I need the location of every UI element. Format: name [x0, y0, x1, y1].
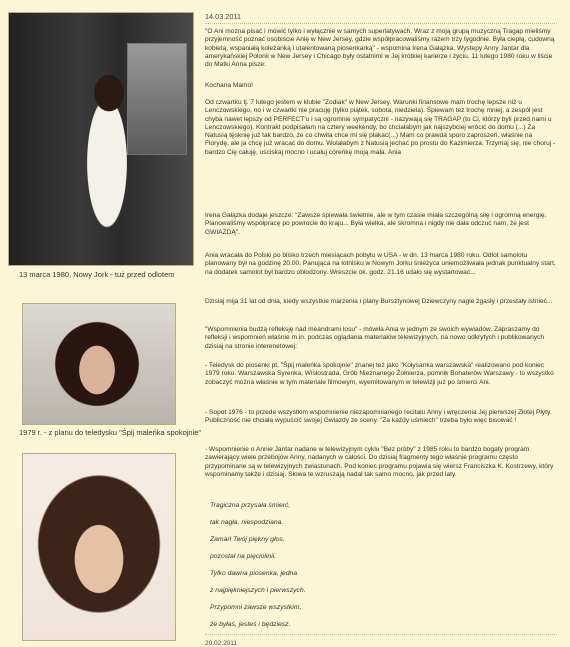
- divider: [205, 634, 557, 635]
- paragraph: Ania wracała do Polski po blisko trzech miesiącach pobytu w USA - w dn. 13 marca 1980 roku. Odlot samolotu planowany był na godzinę 20.00. Panująca na lotnisku w Nowym Jorku śnieżyca uniemożliwiała jednak punktualny start, na dodatek samolot był bardzo oblodzony. Wreszcie ok. godz. 21.16 udało się wystartować...: [205, 252, 556, 276]
- divider: [205, 23, 557, 24]
- paragraph: - Teledysk do piosenki pt. "Śpij maleńka spokojnie" znanej też jako "Kołysanka warszawska" realizowano pod koniec 1979 roku. Warszawska Syrenka, Wisłostrada, Grób Nieznanego Żołnierza, pomnik Bohaterów Warszawy - to wszystko zobaczyć można właśnie w tym materiale filmowym, wyemitowanym w telewizji już po śmierci Ani.: [205, 362, 554, 386]
- caption-airport: 13 marca 1980, Nowy Jork - tuż przed odlotem: [19, 270, 175, 279]
- poem-line: Zamarł Twój piękny głos,: [210, 536, 285, 543]
- poem-line: że byłaś, jesteś i będziesz.: [210, 621, 291, 628]
- paragraph: - Wspomnienie o Annie Jantar nadane w telewizyjnym cyklu "Bez próby" z 1985 roku to bardzo bogaty program zawierający wiele przebojów Anny, nadanych w całości. Do dzisiaj fragmenty tego właśnie programu często przypominane są w telewizyjnych zwiastunach. Pod koniec programu pojawia się wiersz Franciszka K. Kostrzewy, który wspominamy także i dzisiaj. Słowa te wzruszają nadal tak samo mocno, jak przed laty.: [205, 446, 554, 478]
- paragraph: - Sopot 1976 - to przede wszystkim wspomnienie niezapomnianego recitalu Anny i wręczenia Jej pierwszej Złotej Płyty. Publiczność nie chciała wypuścić swojej Gwiazdy ze sceny. "Za każdy uśmiech" trzeba było więc bisować !: [205, 409, 552, 425]
- paragraph: Dzisiaj mija 31 lat od dnia, kiedy wszystkie marzenia i plany Bursztynowej Dziewczyny nagle zgasły i przestały istnieć...: [205, 298, 553, 305]
- poem-line: z najpiękniejszych i pierwszych.: [210, 587, 306, 594]
- poem-line: Przypomni zawsze wszystkim,: [210, 604, 302, 611]
- paragraph: Irena Gałązka dodaje jeszcze: "Zawsze śpiewała świetnie, ale w tym czasie miała szczególną siłę i ogromną energię. Planowaliśmy współpracę po powrocie do kraju... Była wielka, ale skromna i nigdy nie dała odczuć nam, że jest GWIAZDĄ".: [205, 212, 547, 236]
- photo-portrait: [22, 453, 176, 641]
- poem-line: Tragiczna przysała śmierć,: [210, 502, 291, 509]
- poem-line: tak nagła, niespodziana.: [210, 519, 284, 526]
- photo-ania-airport: [8, 12, 194, 266]
- paragraph: "O Ani można pisać i mówić tylko i wyłącznie w samych superlatywach. Wraz z moją grupą muzyczną Tragap mieliśmy przyjemność poznać osobiście Anię w New Jersey, gdzie współpracowaliśmy razem trzy tygodnie. Była ciepłą, cudowną kobietą, wspaniałą koleżanką i utalentowaną piosenkarką" - wspomina Irena Gałązka. Wystepy Anny Jantar dla amerykańskiej Polonii w New Jersey i Chicago były ostatnimi w Jej krótkiej karierze i życiu. 11 lutego 1980 roku w liście do Matki Anna pisze:: [205, 28, 555, 69]
- next-post-date: 20.02.2011: [205, 640, 238, 647]
- post-date: 14.03.2011: [205, 12, 241, 21]
- caption-music-video: 1979 r. - z planu do teledysku "Śpij maleńka spokojnie": [19, 428, 202, 437]
- photo-music-video: [22, 303, 176, 425]
- paragraph: "Wspomnienia budzą refleksję nad meandrami losu" - mówiła Ania w jednym ze swoich wywiadów. Zapraszamy do refleksji i wspomnień właśnie m.in. podczas oglądania materiałów telewizyjnych, na nowo odkrytych i publikowanych dzisiaj na stronie interenetowej:: [205, 326, 545, 350]
- poem-line: pozostał na pięciolinii.: [210, 553, 277, 560]
- poem-line: Tylko dawna piosenka, jedna: [210, 570, 298, 577]
- paragraph: Kochana Mamo!: [205, 82, 254, 89]
- paragraph: Od czwartku tj. 7 lutego jestem w klubie "Zodiak" w New Jersey. Warunki finansowe mam trochę lepsze niż u Lenczowskiego, no i w czwartki nie pracuję (tylko piątek, sobota, niedziela). Śpiewam też trochę mniej, a zespół jest chyba nawet lepszy od PERFECT'u i są ogromnie sympatyczni - nazywają się TRAGAP (to Ci, którzy byli przed nami u Lenczowskiego). Kontrakt podpisałam na cztery weekendy, bo chciałabym jak najszybciej wrócić do domu (...) Za Natusią tęsknię już tak bardzo, że co chwila chce mi się płakać(...) Mam co prawda sporo zaproszeń, właśnie na Florydę, ale ja chcę już wracać do domu. Wolałabym z Natusią jechać po prostu do Kazimierza. Trzymaj się, nie choruj - bardzo Cię całuję, uściskaj mocno i ucałuj córeńkę moją mała. Ania: [205, 99, 556, 156]
